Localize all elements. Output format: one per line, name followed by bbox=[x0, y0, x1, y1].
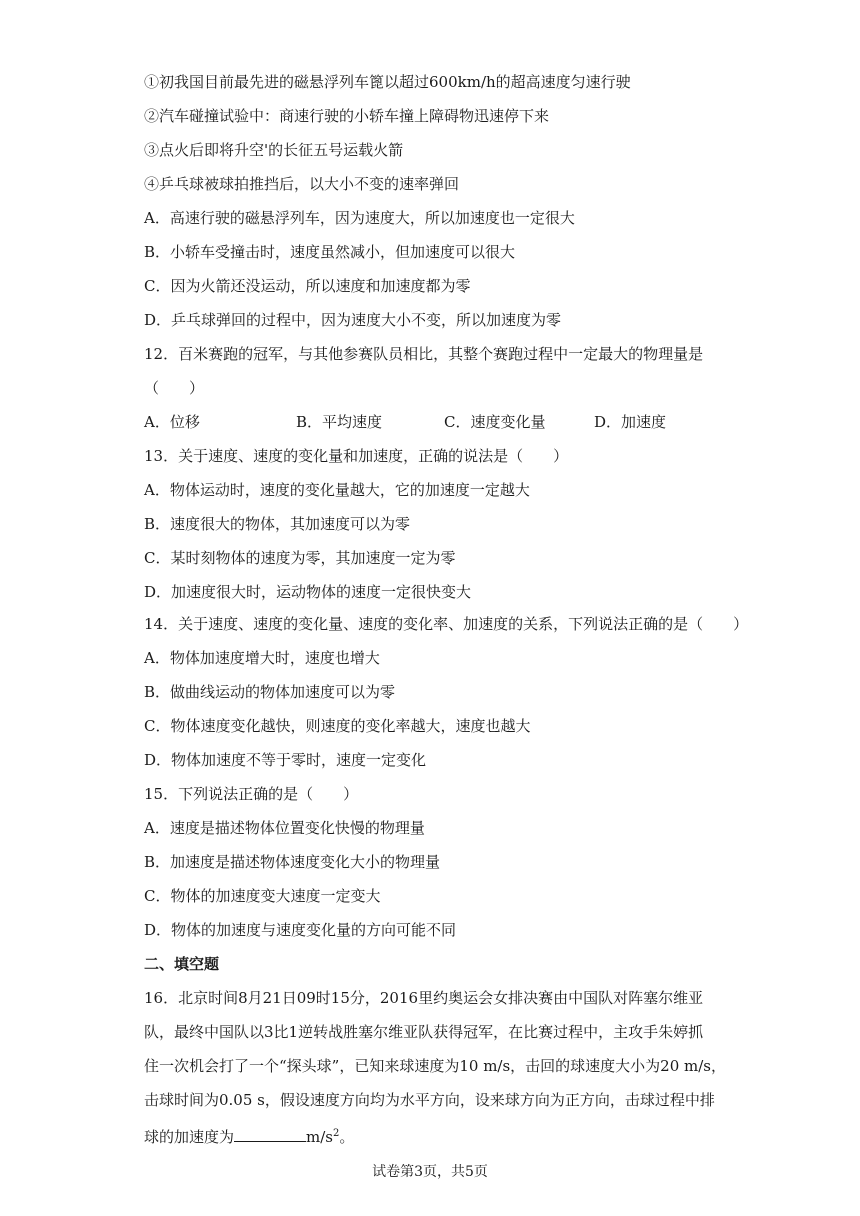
question-15-option-d: D．物体的加速度与速度变化量的方向可能不同 bbox=[144, 921, 457, 939]
question-11-statement-1: ①初我国目前最先进的磁悬浮列车篦以超过600km/h的超高速度匀速行驶 bbox=[144, 73, 631, 91]
question-15-option-b: B．加速度是描述物体速度变化大小的物理量 bbox=[144, 853, 441, 871]
question-13-option-a: A．物体运动时，速度的变化量越大，它的加速度一定越大 bbox=[144, 481, 530, 499]
answer-blank[interactable] bbox=[234, 1127, 306, 1142]
question-16-answer-prompt: 球的加速度为 bbox=[144, 1128, 235, 1146]
question-12-option-b: B．平均速度 bbox=[296, 413, 383, 431]
question-13-option-b: B．速度很大的物体，其加速度可以为零 bbox=[144, 515, 411, 533]
question-16-line-3: 住一次机会打了一个“探头球”，已知来球速度为10 m/s，击回的球速度大小为20 m/s， bbox=[144, 1057, 727, 1075]
question-13-option-c: C．某时刻物体的速度为零，其加速度一定为零 bbox=[144, 549, 456, 567]
question-16-line-1: 16．北京时间8月21日09时15分，2016里约奥运会女排决赛由中国队对阵塞尔维亚 bbox=[144, 989, 704, 1007]
question-12-stem-bracket: （ ） bbox=[144, 379, 205, 397]
section-heading-fill-in: 二、填空题 bbox=[144, 955, 220, 973]
question-16-line-2: 队，最终中国队以3比1逆转战胜塞尔维亚队获得冠军，在比赛过程中，主攻手朱婷抓 bbox=[144, 1023, 704, 1041]
page-footer: 试卷第3页，共5页 bbox=[372, 1164, 488, 1180]
question-13-option-d: D．加速度很大时，运动物体的速度一定很快变大 bbox=[144, 583, 472, 601]
question-11-statement-3: ③点火后即将升空'的长征五号运载火箭 bbox=[144, 141, 404, 159]
question-15-option-a: A．速度是描述物体位置变化快慢的物理量 bbox=[144, 819, 425, 837]
question-12-stem: 12．百米赛跑的冠军，与其他参赛队员相比，其整个赛跑过程中一定最大的物理量是 bbox=[144, 345, 704, 363]
question-11-option-b: B．小轿车受撞击时，速度虽然减小，但加速度可以很大 bbox=[144, 243, 516, 261]
question-11-option-a: A．高速行驶的磁悬浮列车，因为速度大，所以加速度也一定很大 bbox=[144, 209, 575, 227]
question-11-statement-2: ②汽车碰撞试验中：商速行驶的小轿车撞上障碍物迅速停下来 bbox=[144, 107, 550, 125]
question-11-option-d: D．乒乓球弹回的过程中，因为速度大小不变，所以加速度为零 bbox=[144, 311, 562, 329]
question-13-stem: 13．关于速度、速度的变化量和加速度，正确的说法是（ ） bbox=[144, 447, 569, 465]
question-12-option-d: D．加速度 bbox=[594, 413, 667, 431]
period: 。 bbox=[339, 1128, 355, 1146]
question-12-option-c: C．速度变化量 bbox=[444, 413, 546, 431]
question-14-option-d: D．物体加速度不等于零时，速度一定变化 bbox=[144, 751, 427, 769]
question-16-line-5 bbox=[144, 1124, 354, 1147]
question-12-option-a: A．位移 bbox=[144, 413, 200, 431]
question-14-stem: 14．关于速度、速度的变化量、速度的变化率、加速度的关系，下列说法正确的是（ ） bbox=[144, 615, 749, 633]
question-14-option-c: C．物体速度变化越快，则速度的变化率越大，速度也越大 bbox=[144, 717, 531, 735]
question-16-line-4: 击球时间为0.05 s，假设速度方向均为水平方向，设来球方向为正方向，击球过程中排 bbox=[144, 1091, 715, 1109]
question-15-option-c: C．物体的加速度变大速度一定变大 bbox=[144, 887, 381, 905]
question-11-statement-4: ④乒乓球被球拍推挡后，以大小不变的速率弹回 bbox=[144, 175, 460, 193]
question-14-option-a: A．物体加速度增大时，速度也增大 bbox=[144, 649, 380, 667]
question-14-option-b: B．做曲线运动的物体加速度可以为零 bbox=[144, 683, 396, 701]
answer-unit: m/s bbox=[306, 1128, 333, 1146]
question-15-stem: 15．下列说法正确的是（ ） bbox=[144, 785, 359, 803]
question-11-option-c: C．因为火箭还没运动，所以速度和加速度都为零 bbox=[144, 277, 471, 295]
unit-exponent: 2 bbox=[333, 1128, 340, 1139]
question-12-options bbox=[0, 412, 860, 432]
